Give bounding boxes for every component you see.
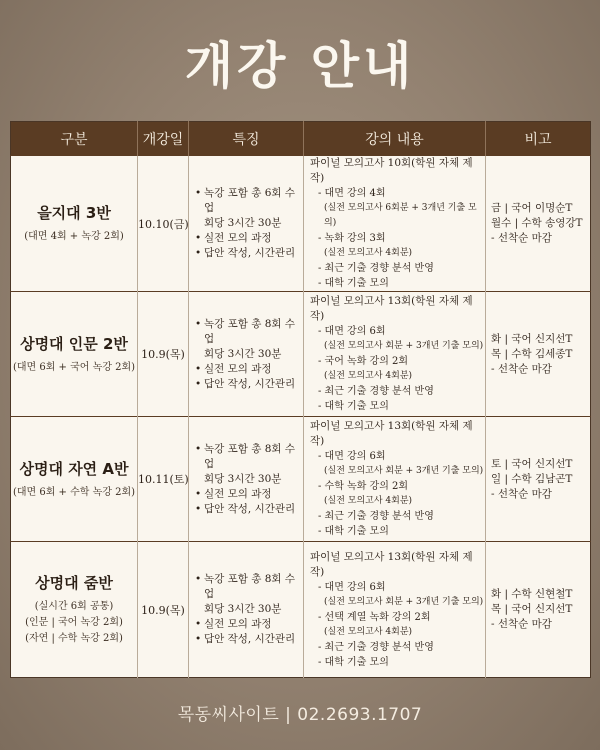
remark-item: 목 | 국어 신지선T (491, 603, 573, 615)
remark-item: 화 | 국어 신지선T (491, 332, 573, 345)
class-cell (11, 156, 138, 292)
lecture-item: 파이널 모의고사 10회(학원 자체 제작) (310, 157, 473, 184)
table-row (11, 542, 591, 678)
feature-item: • 녹강 포함 총 8회 수업 (195, 317, 303, 347)
class-name: 상명대 인문 2반 (20, 334, 128, 353)
remark-item: - 선착순 마감 (491, 487, 552, 500)
lecture-note: (실전 모의고사 4회분) (324, 371, 413, 381)
start-date: 10.11(토) (138, 473, 189, 486)
feature-item: • 실전 모의 과정 (195, 231, 303, 246)
date-cell (138, 417, 189, 542)
lecture-item: 파이널 모의고사 13회(학원 자체 제작) (310, 420, 473, 447)
header-features: 특징 (189, 122, 304, 156)
lecture-item: - 대학 기출 모의 (318, 401, 389, 412)
class-sub: (자연 | 수학 녹강 2회) (25, 633, 123, 644)
class-sub: (대면 6회 + 수학 녹강 2회) (12, 486, 136, 498)
date-cell (138, 292, 189, 417)
feature-item: • 녹강 포함 총 8회 수업 (195, 442, 303, 472)
lecture-note: (실전 모의고사 회분 + 3개년 기출 모의) (324, 596, 484, 607)
class-cell (11, 542, 138, 678)
features-cell (189, 292, 304, 417)
header-start-date: 개강일 (138, 122, 189, 156)
lecture-item: - 최근 기출 경향 분석 반영 (318, 386, 434, 397)
header-remarks: 비고 (486, 122, 591, 156)
features-cell (189, 542, 304, 678)
feature-item: 회당 3시간 30분 (204, 472, 282, 485)
lecture-item: - 국어 녹화 강의 2회 (318, 356, 409, 367)
table-row (11, 417, 591, 542)
feature-item: • 답안 작성, 시간관리 (195, 246, 303, 261)
class-name: 상명대 자연 A반 (19, 459, 129, 478)
class-cell (11, 417, 138, 542)
lecture-item: - 수학 녹화 강의 2회 (318, 481, 409, 492)
footer-contact: 목동씨사이트 | 02.2693.1707 (177, 705, 423, 725)
lecture-cell (304, 156, 486, 292)
lecture-item: - 대면 강의 4회 (318, 188, 386, 199)
start-date: 10.10(금) (138, 217, 189, 231)
remark-item: 금 | 국어 이명순T (491, 202, 573, 214)
features-cell (189, 156, 304, 292)
lecture-note: (실전 모의고사 회분 + 3개년 기출 모의) (324, 341, 484, 351)
feature-item: • 답안 작성, 시간관리 (195, 632, 303, 647)
lecture-item: - 대학 기출 모의 (318, 526, 389, 537)
remark-item: 목 | 수학 김세종T (491, 347, 573, 360)
feature-item: • 녹강 포함 총 8회 수업 (195, 572, 303, 602)
lecture-item: 파이널 모의고사 13회(학원 자체 제작) (310, 550, 473, 578)
lecture-cell (304, 417, 486, 542)
remark-item: 토 | 국어 신지선T (491, 457, 573, 470)
class-sub: (대면 4회 + 녹강 2회) (24, 231, 124, 242)
feature-item: • 실전 모의 과정 (195, 362, 303, 377)
lecture-note: (실전 모의고사 4회분) (324, 248, 413, 258)
remark-item: 화 | 수학 신현철T (491, 588, 573, 600)
feature-item: • 실전 모의 과정 (195, 487, 303, 502)
feature-item: 회당 3시간 30분 (204, 603, 282, 615)
class-sub: (인문 | 국어 녹강 2회) (25, 617, 123, 628)
lecture-item: - 대면 강의 6회 (318, 326, 386, 337)
remark-item: 월수 | 수학 송영강T (491, 217, 583, 229)
lecture-item: - 선택 계열 녹화 강의 2회 (318, 611, 431, 623)
lecture-item: - 최근 기출 경향 분석 반영 (318, 641, 434, 653)
lecture-item: - 대학 기출 모의 (318, 656, 389, 668)
remarks-cell (486, 156, 591, 292)
class-sub: (대면 6회 + 국어 녹강 2회) (12, 361, 136, 373)
lecture-cell (304, 292, 486, 417)
lecture-note: (실전 모의고사 4회분) (324, 496, 413, 506)
lecture-item: - 녹화 강의 3회 (318, 233, 386, 244)
lecture-note: (실전 모의고사 6회분 + 3개년 기출 모의) (324, 203, 477, 228)
class-cell (11, 292, 138, 417)
lecture-item: - 최근 기출 경향 분석 반영 (318, 263, 434, 274)
remark-item: - 선착순 마감 (491, 362, 552, 375)
remark-item: 일 | 수학 김남곤T (491, 472, 573, 485)
header-lecture-content: 강의 내용 (304, 122, 486, 156)
lecture-note: (실전 모의고사 4회분) (324, 626, 413, 637)
course-schedule-table (10, 121, 591, 678)
table-row (11, 156, 591, 292)
lecture-item: - 대학 기출 모의 (318, 278, 389, 289)
remarks-cell (486, 417, 591, 542)
feature-item: 회당 3시간 30분 (204, 217, 282, 229)
page-title: 개강 안내 (184, 37, 416, 95)
date-cell (138, 156, 189, 292)
class-name: 상명대 줌반 (35, 574, 113, 592)
table-row (11, 292, 591, 417)
feature-item: • 답안 작성, 시간관리 (195, 502, 303, 517)
start-date: 10.9(목) (141, 348, 185, 361)
class-name: 을지대 3반 (37, 204, 111, 222)
table-header-row (11, 122, 591, 156)
remarks-cell (486, 542, 591, 678)
feature-item: • 실전 모의 과정 (195, 617, 303, 632)
lecture-item: - 최근 기출 경향 분석 반영 (318, 511, 434, 522)
remarks-cell (486, 292, 591, 417)
header-category: 구분 (11, 122, 138, 156)
lecture-item: - 대면 강의 6회 (318, 451, 386, 462)
lecture-note: (실전 모의고사 회분 + 3개년 기출 모의) (324, 466, 484, 476)
class-sub: (실시간 6회 공통) (34, 601, 114, 612)
date-cell (138, 542, 189, 678)
lecture-item: 파이널 모의고사 13회(학원 자체 제작) (310, 295, 473, 322)
feature-item: • 답안 작성, 시간관리 (195, 377, 303, 392)
remark-item: - 선착순 마감 (491, 618, 552, 630)
feature-item: • 녹강 포함 총 6회 수업 (195, 186, 303, 216)
lecture-cell (304, 542, 486, 678)
features-cell (189, 417, 304, 542)
lecture-item: - 대면 강의 6회 (318, 581, 386, 593)
remark-item: - 선착순 마감 (491, 232, 552, 244)
feature-item: 회당 3시간 30분 (204, 347, 282, 360)
start-date: 10.9(목) (141, 603, 185, 617)
